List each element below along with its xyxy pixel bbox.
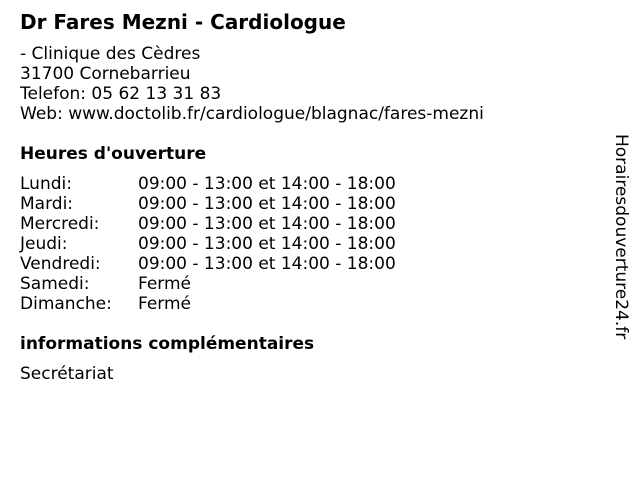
hours-value: 09:00 - 13:00 et 14:00 - 18:00 <box>138 234 396 254</box>
day-label: Jeudi: <box>20 234 68 254</box>
hours-value: 09:00 - 13:00 et 14:00 - 18:00 <box>138 254 396 274</box>
additional-info-text: Secrétariat <box>20 364 114 384</box>
hours-value: 09:00 - 13:00 et 14:00 - 18:00 <box>138 194 396 214</box>
website-link: Web: www.doctolib.fr/cardiologue/blagnac/fares-mezni <box>20 104 484 124</box>
additional-info-heading: informations complémentaires <box>20 334 315 354</box>
day-label: Vendredi: <box>20 254 101 274</box>
page-title: Dr Fares Mezni - Cardiologue <box>20 10 346 34</box>
hours-value: Fermé <box>138 274 192 294</box>
site-watermark <box>610 134 636 374</box>
hours-value: Fermé <box>138 294 192 314</box>
site-watermark-text: Horairesdouverture24.fr <box>611 134 631 340</box>
address-block <box>20 44 484 124</box>
address-line-clinic: - Clinique des Cèdres <box>20 44 201 64</box>
day-label: Samedi: <box>20 274 90 294</box>
day-label: Mardi: <box>20 194 74 214</box>
opening-hours-heading: Heures d'ouverture <box>20 144 207 164</box>
address-line-city: 31700 Cornebarrieu <box>20 64 191 84</box>
phone-number: Telefon: 05 62 13 31 83 <box>20 84 222 104</box>
hours-value: 09:00 - 13:00 et 14:00 - 18:00 <box>138 214 396 234</box>
hours-value: 09:00 - 13:00 et 14:00 - 18:00 <box>138 174 396 194</box>
day-label: Mercredi: <box>20 214 100 234</box>
day-label: Dimanche: <box>20 294 112 314</box>
day-label: Lundi: <box>20 174 72 194</box>
